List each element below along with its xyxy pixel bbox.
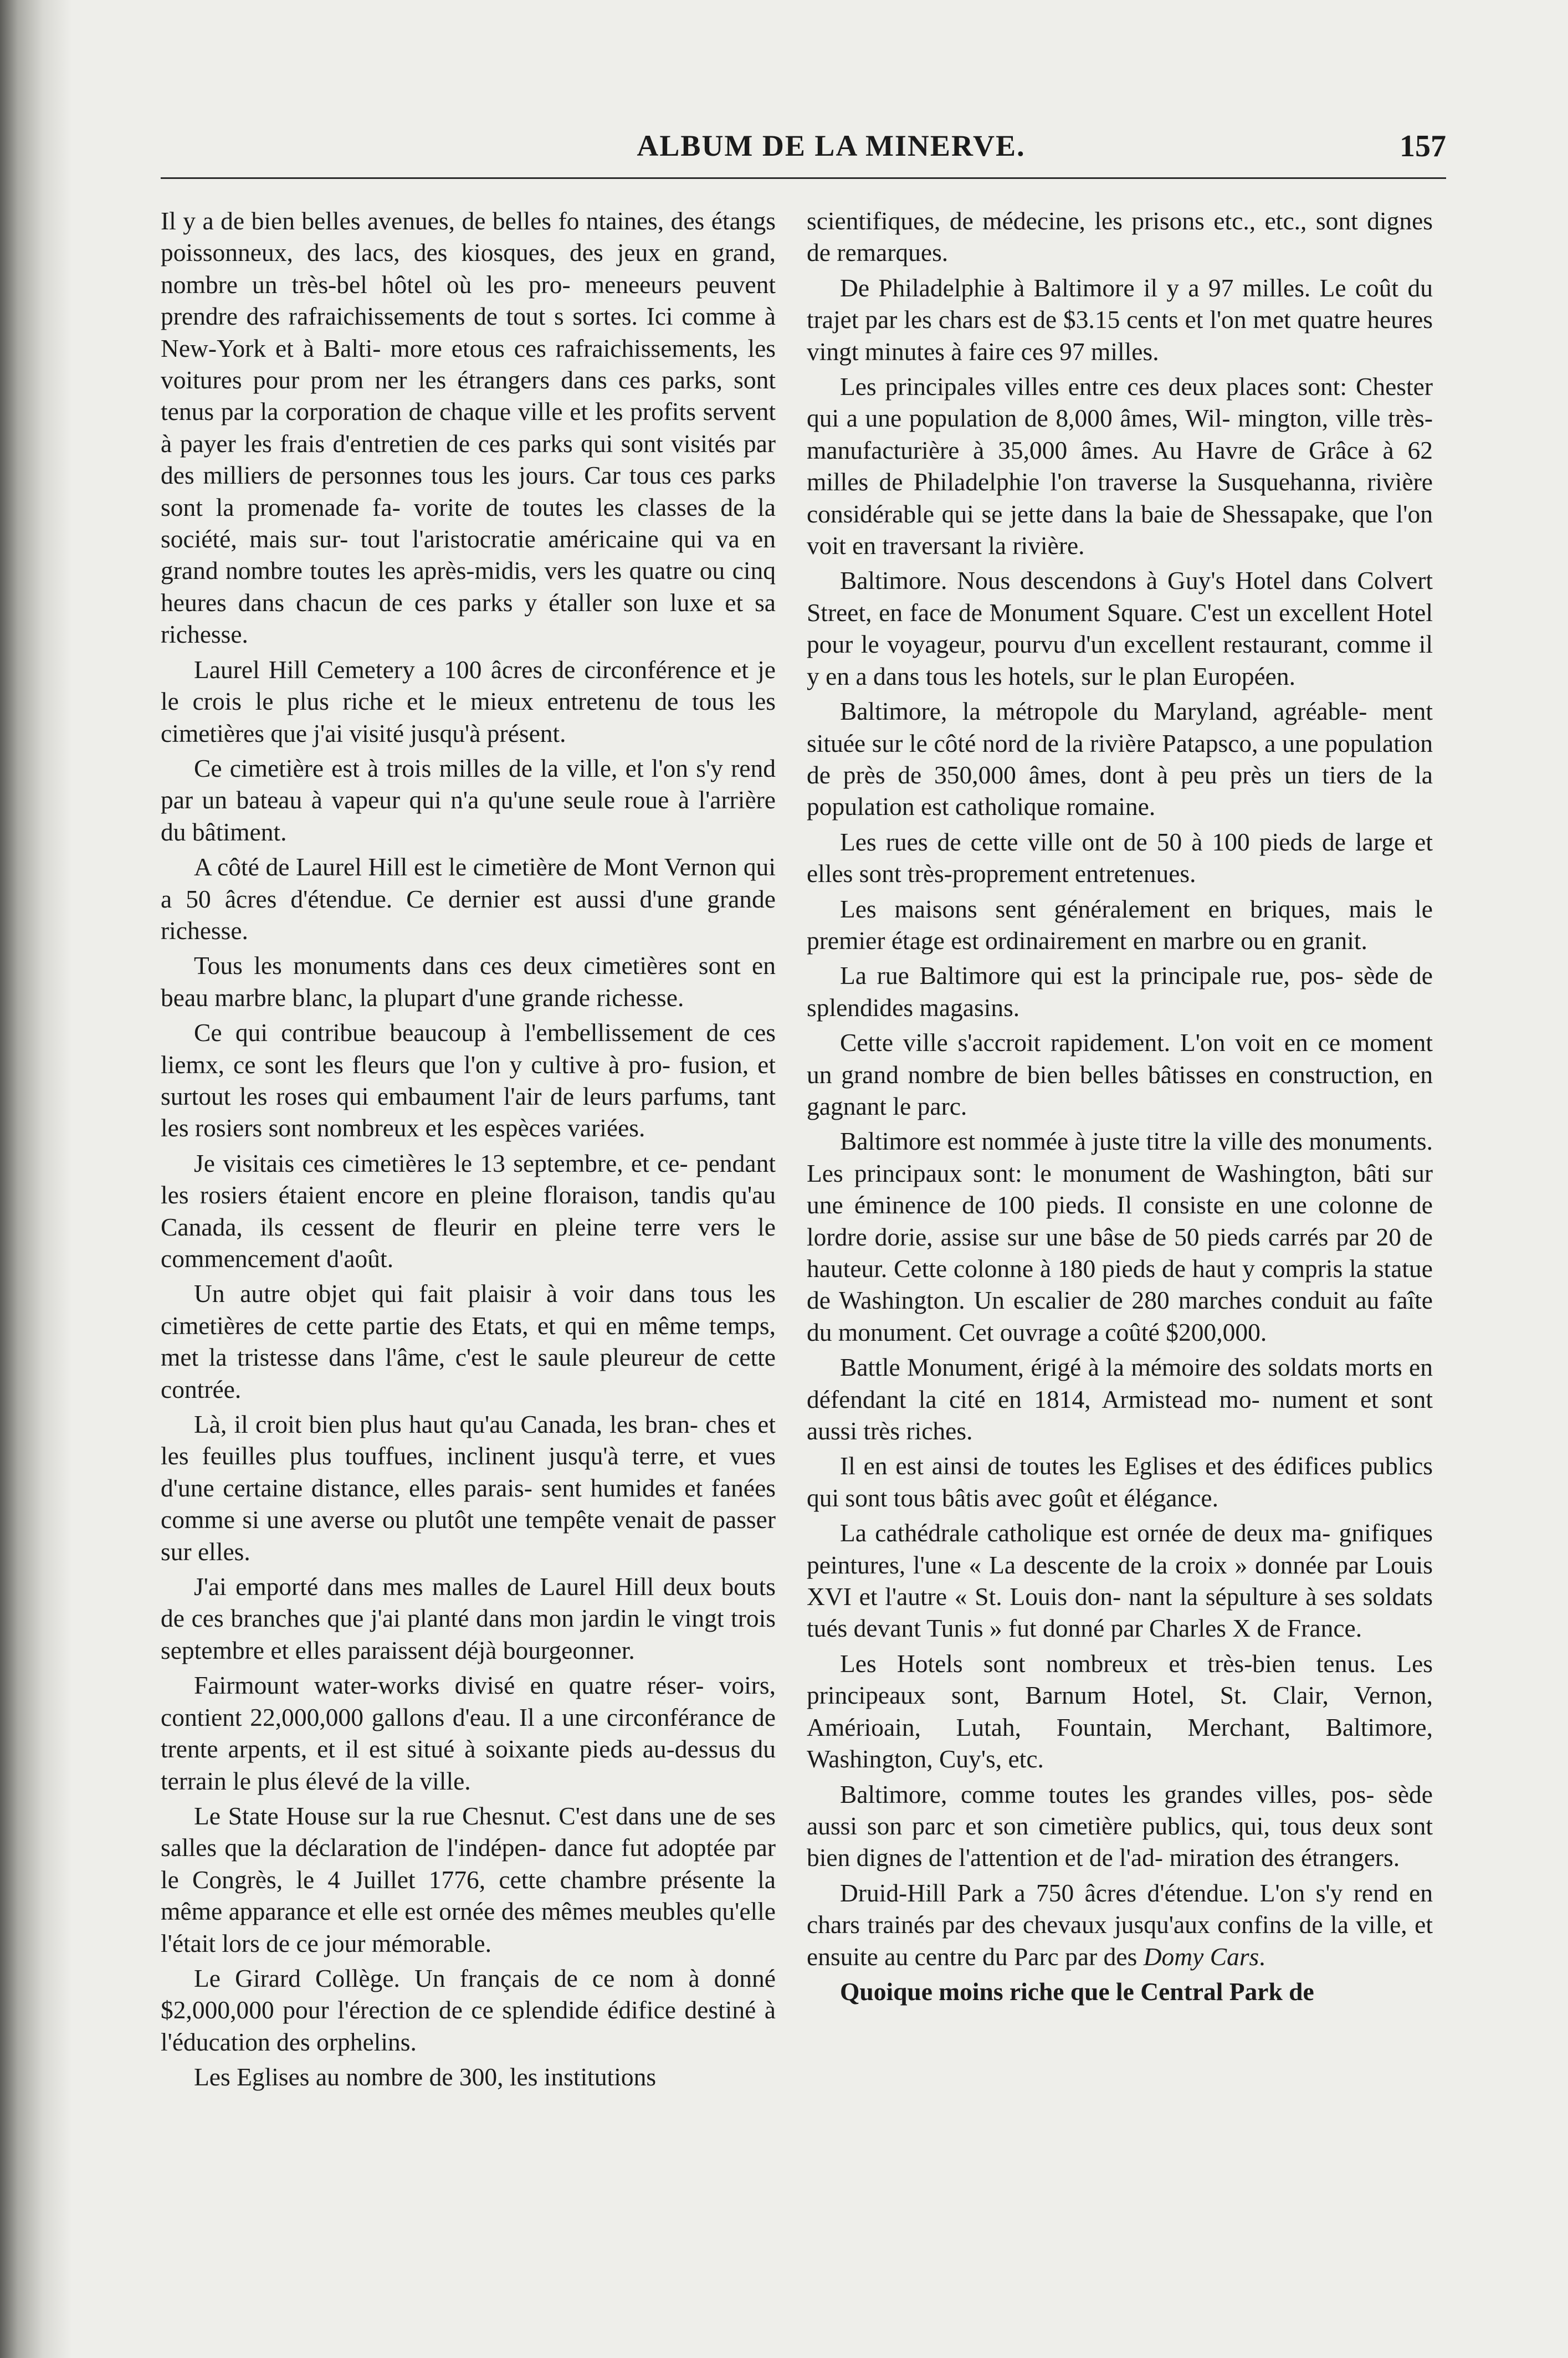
paragraph-last: Quoique moins riche que le Central Park de	[840, 1977, 1314, 2006]
header-rule	[161, 177, 1446, 179]
paragraph: Je visitais ces cimetières le 13 septembre, et ce- pendant les rosiers étaient encore en pleine floraison, tandis qu'au Canada, ils cessent de fleurir en pleine terre vers le commencement d'août.	[161, 1149, 776, 1273]
running-title: ALBUM DE LA MINERVE.	[637, 129, 1026, 162]
domy-cars-italic: Domy Cars	[1143, 1942, 1259, 1971]
paragraph: Ce cimetière est à trois milles de la ville, et l'on s'y rend par un bateau à vapeur qui n'a qu'une seule roue à l'arrière du bâtiment.	[161, 753, 776, 846]
paragraph: Il en est ainsi de toutes les Eglises et des édifices publics qui sont tous bâtis avec goût et élégance.	[807, 1452, 1433, 1512]
right-column	[807, 205, 1433, 2011]
paragraph: Les maisons sent généralement en briques, mais le premier étage est ordinairement en marbre ou en granit.	[807, 894, 1433, 955]
paragraph: Le State House sur la rue Chesnut. C'est dans une de ses salles que la déclaration de l'indépen- dance fut adoptée par le Congrès, le 4 Juillet 1776, cette chambre présente la même apparance et elle est ornée des mêmes meubles qu'elle l'était lors de ce jour mémorable.	[161, 1801, 776, 1957]
paragraph: scientifiques, de médecine, les prisons etc., etc., sont dignes de remarques.	[807, 207, 1433, 267]
left-column	[161, 205, 776, 2096]
paragraph: Cette ville s'accroit rapidement. L'on voit en ce moment un grand nombre de bien belles bâtisses en construction, en gagnant le parc.	[807, 1028, 1433, 1120]
paragraph: Un autre objet qui fait plaisir à voir dans tous les cimetières de cette partie des Etats, et qui en même temps, met la tristesse dans l'âme, c'est le saule pleureur de cette contrée.	[161, 1279, 776, 1403]
paragraph: De Philadelphie à Baltimore il y a 97 milles. Le coût du trajet par les chars est de $3.15 cents et l'on met quatre heures vingt minutes à faire ces 97 milles.	[807, 273, 1433, 366]
paragraph: Ce qui contribue beaucoup à l'embellissement de ces liemx, ce sont les fleurs que l'on y cultive à pro- fusion, et surtout les roses qui embaument l'air de leurs parfums, tant les rosiers sont nombreux et les espèces variées.	[161, 1018, 776, 1142]
paragraph: Les Eglises au nombre de 300, les institutions	[194, 2063, 657, 2092]
paragraph: Battle Monument, érigé à la mémoire des soldats morts en défendant la cité en 1814, Armistead mo- nument et sont aussi très riches.	[807, 1353, 1433, 1445]
paragraph: Il y a de bien belles avenues, de belles fo ntaines, des étangs poissonneux, des lacs, des kiosques, des jeux en grand, nombre un très-bel hôtel où les pro- meneeurs peuvent prendre des rafraichissements de tout s sortes. Ici comme à New-York et à Balti- more etous ces rafraichissements, les voitures pour prom ner les étrangers dans ces parks, sont tenus par la corporation de chaque ville et les profits servent à payer les frais d'entretien de ces parks qui sont visités par des milliers de personnes tous les jours. Car tous ces parks sont la promenade fa- vorite de toutes les classes de la société, mais sur- tout l'aristocratie américaine qui va en grand nombre toutes les après-midis, vers les quatre ou cinq heures dans chacun de ces parks y étaller son luxe et sa richesse.	[161, 207, 776, 649]
paragraph: Tous les monuments dans ces deux cimetières sont en beau marbre blanc, la plupart d'une grande richesse.	[161, 951, 776, 1012]
paragraph-druid-hill	[807, 1877, 1433, 1972]
paragraph: J'ai emporté dans mes malles de Laurel Hill deux bouts de ces branches que j'ai planté dans mon jardin le vingt trois septembre et elles paraissent déjà bourgeonner.	[161, 1572, 776, 1664]
paragraph: La rue Baltimore qui est la principale rue, pos- sède de splendides magasins.	[807, 961, 1433, 1022]
paragraph: Fairmount water-works divisé en quatre réser- voirs, contient 22,000,000 gallons d'eau. Il a une circonférance de trente arpents, et il est situé à soixante pieds au-dessus du terrain le plus élevé de la ville.	[161, 1671, 776, 1795]
paragraph: La cathédrale catholique est ornée de deux ma- gnifiques peintures, l'une « La descente de la croix » donnée par Louis XVI et l'autre « St. Louis don- nant la sépulture à ses soldats tués devant Tunis » fut donné par Charles X de France.	[807, 1519, 1433, 1643]
paragraph: Le Girard Collège. Un français de ce nom à donné $2,000,000 pour l'érection de ce splendide édifice destiné à l'éducation des orphelins.	[161, 1964, 776, 2056]
paragraph: Baltimore, la métropole du Maryland, agréable- ment située sur le côté nord de la rivière Patapsco, a une population de près de 350,000 âmes, dont à peu près un tiers de la population est catholique romaine.	[807, 697, 1433, 821]
paragraph: Les rues de cette ville ont de 50 à 100 pieds de large et elles sont très-proprement entretenues.	[807, 827, 1433, 888]
druid-hill-text: Druid-Hill Park a 750 âcres d'étendue. L'on s'y rend en chars trainés par des chevaux jusqu'aux confins de la ville, et ensuite au centre du Parc par des	[807, 1878, 1433, 1971]
paragraph: Les principales villes entre ces deux places sont: Chester qui a une population de 8,000 âmes, Wil- mington, ville très-manufacturière à 35,000 âmes. Au Havre de Grâce à 62 milles de Philadelphie l'on traverse la Susquehanna, rivière considérable qui se jette dans la baie de Shessapake, que l'on voit en traversant la rivière.	[807, 372, 1433, 560]
paragraph: A côté de Laurel Hill est le cimetière de Mont Vernon qui a 50 âcres d'étendue. Ce dernier est aussi d'une grande richesse.	[161, 853, 776, 945]
paragraph: Laurel Hill Cemetery a 100 âcres de circonférence et je le crois le plus riche et le mieux entretenu de tous les cimetières que j'ai visité jusqu'à présent.	[161, 655, 776, 747]
paragraph: Les Hotels sont nombreux et très-bien tenus. Les principeaux sont, Barnum Hotel, St. Clair, Vernon, Amérioain, Lutah, Fountain, Merchant, Baltimore, Washington, Cuy's, etc.	[807, 1649, 1433, 1773]
paragraph: Baltimore, comme toutes les grandes villes, pos- sède aussi son parc et son cimetière publics, qui, tous deux sont bien dignes de l'attention et de l'ad- miration des étrangers.	[807, 1780, 1433, 1872]
druid-hill-end: .	[1259, 1942, 1265, 1971]
paragraph: Baltimore. Nous descendons à Guy's Hotel dans Colvert Street, en face de Monument Square. C'est un excellent Hotel pour le voyageur, pourvu d'un excellent restaurant, comme il y en a dans tous les hotels, sur le plan Européen.	[807, 566, 1433, 690]
paragraph: Baltimore est nommée à juste titre la ville des monuments. Les principaux sont: le monument de Washington, bâti sur une éminence de 100 pieds. Il consiste en une colonne de lordre dorie, assise sur une bâse de 50 pieds carrés par 20 de hauteur. Cette colonne à 180 pieds de haut y compris la statue de Washington. Un escalier de 280 marches conduit au faîte du monument. Cet ouvrage a coûté $200,000.	[807, 1127, 1433, 1346]
paragraph: Là, il croit bien plus haut qu'au Canada, les bran- ches et les feuilles plus touffues, inclinent jusqu'à terre, et vues d'une certaine distance, elles parais- sent humides et fanées comme si une averse ou plutôt une tempête venait de passer sur elles.	[161, 1410, 776, 1566]
page-number: 157	[1400, 129, 1446, 163]
page-edge-shadow	[0, 0, 72, 2358]
